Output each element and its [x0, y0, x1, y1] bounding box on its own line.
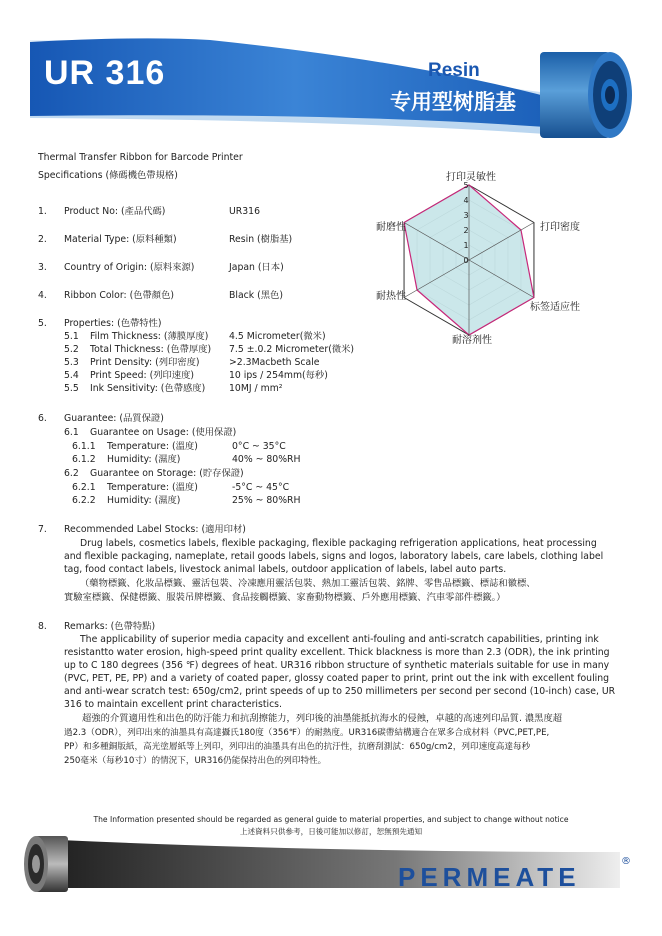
spec-num: 2.	[38, 234, 47, 245]
radar-axis-label: 耐溶剂性	[452, 335, 492, 346]
radar-axis-label: 打印密度	[540, 222, 580, 233]
sub-num: 6.1	[64, 427, 79, 438]
item-value: 40% ~ 80%RH	[232, 454, 301, 465]
section-num: 6.	[38, 413, 47, 424]
registered-mark: ®	[621, 856, 631, 867]
item-value: 25% ~ 80%RH	[232, 495, 301, 506]
radar-tick-label: 4	[463, 196, 469, 205]
brand-logo: PERMEATE	[398, 862, 581, 892]
section-title: Properties: (色帶特性)	[64, 318, 162, 329]
item-num: 6.1.1	[72, 441, 96, 452]
spec-value: UR316	[229, 206, 261, 217]
prop-value: 7.5 ±.0.2 Micrometer(微米)	[229, 344, 355, 355]
remarks-line: 過2.3（ODR），列印出來的油墨具有高達攝氏180度（356℉）的耐熱度。UR316碳帶結構適合在眾多合成材料（PVC,PET,PE,	[64, 728, 550, 738]
remarks-line: and anti-wear scratch test: 650g/cm2, print speeds of up to 250 millimeters per second per second (10-inch) case, UR	[64, 686, 616, 697]
item-value: -5°C ~ 45°C	[232, 482, 290, 493]
remarks-line: up to C 180 degrees (356 ℉) degrees of heat. UR316 ribbon structure of synthetic materials suitable for use in many	[64, 660, 610, 671]
spec-num: 4.	[38, 290, 47, 301]
stocks-line: 實驗室標籤、保健標籤、服裝吊牌標籤、食品接觸標籤、家畜動物標籤、戶外應用標籤、汽車零部件標籤。）	[64, 592, 506, 603]
spec-value: Black (黑色)	[229, 290, 283, 301]
prop-num: 5.3	[64, 357, 79, 368]
item-label: Temperature: (溫度)	[107, 482, 198, 493]
spec-num: 1.	[38, 206, 47, 217]
radar-chart	[370, 160, 600, 350]
item-num: 6.2.2	[72, 495, 96, 506]
spec-value: Resin (樹脂基)	[229, 234, 293, 245]
section-num: 7.	[38, 524, 47, 535]
radar-tick-label: 5	[463, 181, 469, 190]
item-num: 6.2.1	[72, 482, 96, 493]
section-num: 8.	[38, 621, 47, 632]
stocks-line: and flexible packaging, nameplate, retail goods labels, signs and logos, laboratory labels, care labels, clothing label	[64, 551, 604, 562]
footer-notice-cn: 上述資料只供參考，日後可能加以修訂，恕無預先通知	[239, 827, 423, 836]
spec-label: Material Type: (原料種類)	[64, 234, 177, 245]
remarks-line: PP）和多種銅版紙，高光塗層紙等上列印，列印出的油墨具有出色的抗汙性，抗磨刮測試：650g/cm2，列印速度高達每秒	[64, 742, 531, 752]
radar-tick-label: 0	[463, 256, 469, 265]
intro-line-2: Specifications (條碼機色帶規格)	[38, 170, 178, 181]
prop-value: 10MJ / mm²	[229, 383, 283, 394]
radar-tick-label: 3	[463, 211, 469, 220]
model-title: UR 316	[44, 54, 166, 92]
intro-line-1: Thermal Transfer Ribbon for Barcode Printer	[38, 152, 243, 163]
sub-title: Guarantee on Storage: (貯存保證)	[90, 468, 244, 479]
spec-num: 3.	[38, 262, 47, 273]
radar-axis-label: 打印灵敏性	[446, 172, 496, 183]
type-en: Resin	[428, 60, 480, 81]
stocks-line: （藥物標籤、化妝品標籤、靈活包裝、冷凍應用靈活包裝、熱加工靈活包裝、銘牌、零售品標籤、標誌和徽標、	[80, 578, 536, 589]
prop-num: 5.4	[64, 370, 79, 381]
remarks-line: 超強的介質適用性和出色的防汙能力和抗刮擦能力，列印後的油墨能抵抗海水的侵蝕，卓越的高速列印品質. 濃黑度超	[82, 713, 563, 724]
radar-tick-label: 2	[463, 226, 469, 235]
sub-title: Guarantee on Usage: (使用保證)	[90, 427, 237, 438]
prop-value: >2.3Macbeth Scale	[229, 357, 320, 368]
stocks-line: tag, food contact labels, livestock animal labels, outdoor application of labels, label auto parts.	[64, 564, 507, 575]
prop-label: Print Speed: (列印速度)	[90, 370, 195, 381]
prop-num: 5.2	[64, 344, 79, 355]
section-title: Recommended Label Stocks: (適用印材)	[64, 524, 246, 535]
remarks-line: The applicability of superior media capacity and excellent anti-fouling and anti-scratch capabilities, printing ink	[80, 634, 599, 645]
prop-value: 4.5 Micrometer(微米)	[229, 331, 326, 342]
section-title: Guarantee: (品質保證)	[64, 413, 164, 424]
radar-axis-label: 耐热性	[376, 291, 406, 302]
item-num: 6.1.2	[72, 454, 96, 465]
prop-label: Print Density: (列印密度)	[90, 357, 200, 368]
prop-label: Ink Sensitivity: (色帶感度)	[90, 383, 206, 394]
remarks-line: resistantto water erosion, high-speed print quality excellent. Thick blackness is more than 2.3 (ODR), the ink printing	[64, 647, 610, 658]
remarks-line: (PVC, PET, PE, PP) and a variety of coated paper, glossy coated paper to print, print out the ink with excellent fouling	[64, 673, 610, 684]
section-num: 5.	[38, 318, 47, 329]
prop-num: 5.1	[64, 331, 79, 342]
sub-num: 6.2	[64, 468, 79, 479]
section-title: Remarks: (色帶特點)	[64, 621, 156, 632]
spec-label: Ribbon Color: (色帶顏色)	[64, 290, 175, 301]
radar-axis-label: 标签适应性	[530, 302, 580, 313]
radar-tick-label: 1	[463, 241, 469, 250]
remarks-line: 316 to maintain excellent print characteristics.	[64, 699, 282, 710]
item-label: Humidity: (濕度)	[107, 454, 181, 465]
item-label: Humidity: (濕度)	[107, 495, 181, 506]
remarks-line: 250毫米（每秒10寸）的情況下，UR316仍能保持出色的列印特性。	[64, 756, 327, 766]
prop-value: 10 ips / 254mm(每秒)	[229, 370, 328, 381]
prop-label: Film Thickness: (薄膜厚度)	[90, 331, 209, 342]
spec-label: Country of Origin: (原料來源)	[64, 262, 195, 273]
prop-num: 5.5	[64, 383, 79, 394]
type-cn: 专用型树脂基	[390, 90, 516, 114]
item-value: 0°C ~ 35°C	[232, 441, 286, 452]
spec-value: Japan (日本)	[229, 262, 284, 273]
radar-axis-label: 耐磨性	[376, 222, 406, 233]
spec-label: Product No: (產品代碼)	[64, 206, 166, 217]
item-label: Temperature: (溫度)	[107, 441, 198, 452]
stocks-line: Drug labels, cosmetics labels, flexible packaging, flexible packaging refrigeration applications, heat processing	[80, 538, 597, 549]
prop-label: Total Thickness: (色帶厚度)	[90, 344, 212, 355]
footer-notice-en: The Information presented should be regarded as general guide to material properties, and subject to change without notice	[93, 815, 569, 824]
